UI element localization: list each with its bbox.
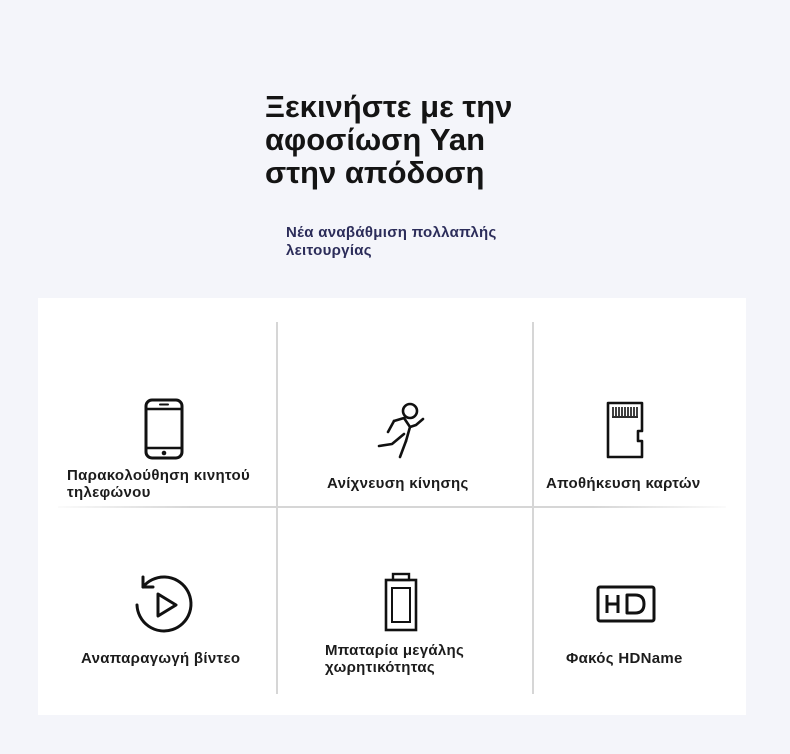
hero-title bbox=[265, 90, 565, 189]
features-panel bbox=[38, 298, 746, 715]
feature-label-line: Φακός HDName bbox=[566, 650, 683, 667]
sd-card-icon bbox=[604, 401, 648, 459]
hero-title-line: αφοσίωση Yan bbox=[265, 122, 486, 157]
hero-title-line: στην απόδοση bbox=[265, 155, 485, 190]
feature-label bbox=[67, 467, 250, 501]
feature-label-line: Παρακολούθηση κινητού bbox=[67, 467, 251, 484]
feature-label bbox=[546, 475, 700, 492]
feature-battery bbox=[278, 508, 532, 715]
hero-subtitle bbox=[286, 224, 546, 260]
feature-label-line: τηλεφώνου bbox=[67, 484, 151, 501]
feature-label-line: Αναπαραγωγή βίντεο bbox=[81, 650, 241, 667]
feature-label-line: χωρητικότητας bbox=[325, 659, 435, 676]
feature-video-playback bbox=[38, 508, 276, 715]
hd-icon bbox=[596, 585, 656, 623]
hero-subtitle-line: Νέα αναβάθμιση πολλαπλής bbox=[286, 224, 497, 241]
feature-label-line: Ανίχνευση κίνησης bbox=[327, 475, 469, 492]
battery-icon bbox=[384, 572, 418, 632]
feature-label bbox=[566, 650, 683, 667]
running-person-icon bbox=[374, 401, 430, 459]
feature-motion-detection bbox=[278, 298, 532, 506]
feature-label-line: Μπαταρία μεγάλης bbox=[325, 642, 465, 659]
feature-label bbox=[327, 475, 469, 492]
replay-icon bbox=[133, 574, 195, 636]
feature-card-storage bbox=[534, 298, 746, 506]
feature-label-line: Αποθήκευση καρτών bbox=[546, 475, 701, 492]
hero-subtitle-line: λειτουργίας bbox=[286, 242, 372, 259]
feature-phone-monitoring bbox=[38, 298, 276, 506]
feature-label bbox=[325, 642, 464, 676]
hero-title-line: Ξεκινήστε με την bbox=[265, 89, 513, 124]
smartphone-icon bbox=[144, 398, 184, 460]
feature-label bbox=[81, 650, 240, 667]
feature-hd-lens bbox=[534, 508, 746, 715]
